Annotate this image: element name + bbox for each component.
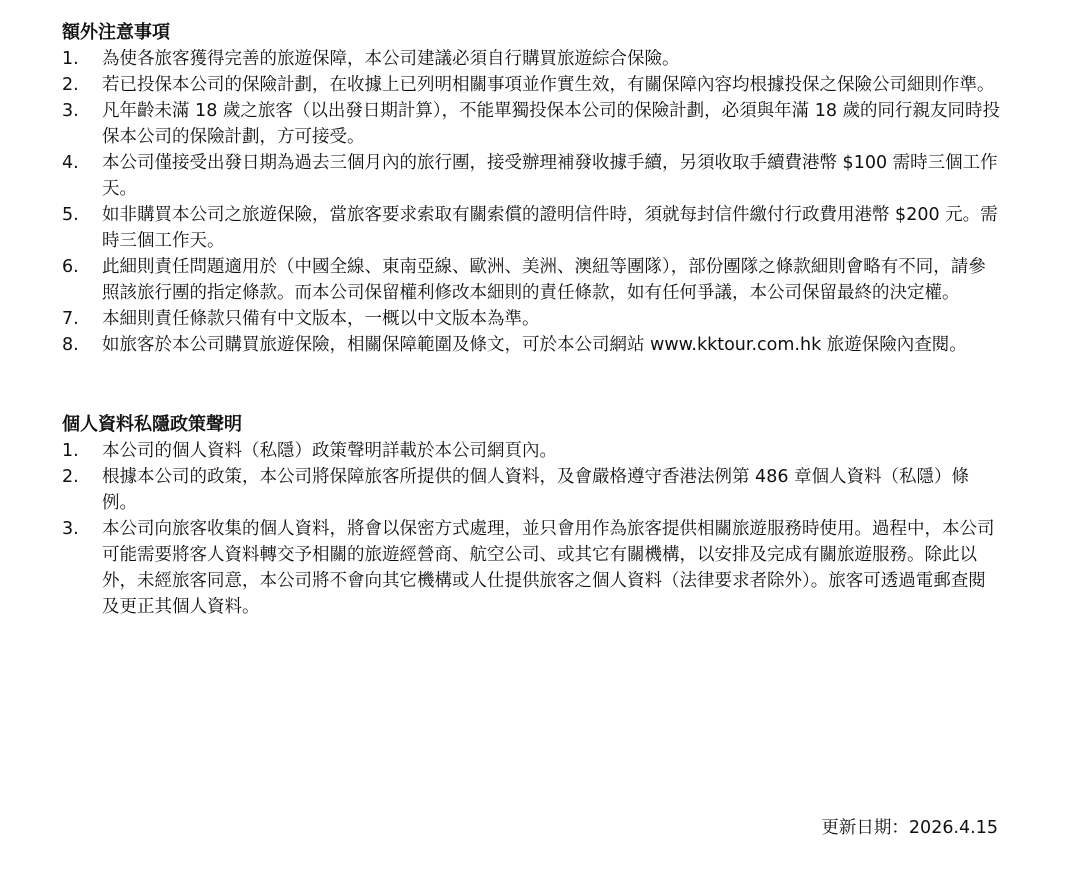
item-text: 此細則責任問題適用於（中國全線、東南亞線、歐洲、美洲、澳紐等團隊），部份團隊之條款細則會略有不同，請參照該旅行團的指定條款。而本公司保留權利修改本細則的責任條款，如有任何爭議，本公司保留最終的決定權。 [102,257,986,303]
item-text: 為使各旅客獲得完善的旅遊保障，本公司建議必須自行購買旅遊綜合保險。 [102,49,680,69]
privacy-policy-list [62,438,1002,620]
list-item [62,98,1002,150]
item-text: 本細則責任條款只備有中文版本，一概以中文版本為準。 [102,309,540,329]
item-number: 1. [62,49,79,69]
list-item [62,202,1002,254]
item-number: 1. [62,441,79,461]
document-body [62,20,1002,620]
item-number: 7. [62,309,79,329]
item-number: 5. [62,205,79,225]
item-number: 6. [62,257,79,277]
item-number: 2. [62,467,79,487]
item-number: 8. [62,335,79,355]
section-spacer [62,358,1002,412]
list-item [62,332,1002,358]
last-updated-date: 更新日期：2026.4.15 [821,818,998,838]
item-text: 凡年齡未滿 18 歲之旅客（以出發日期計算），不能單獨投保本公司的保險計劃，必須與年滿 18 歲的同行親友同時投保本公司的保險計劃，方可接受。 [102,101,1001,147]
privacy-policy-section [62,412,1002,620]
item-text: 如旅客於本公司購買旅遊保險，相關保障範圍及條文，可於本公司網站 www.kktour.com.hk 旅遊保險內查閱。 [102,335,967,355]
additional-notes-section [62,20,1002,358]
list-item [62,46,1002,72]
item-text: 本公司向旅客收集的個人資料，將會以保密方式處理，並只會用作為旅客提供相關旅遊服務時使用。過程中，本公司可能需要將客人資料轉交予相關的旅遊經營商、航空公司、或其它有關機構，以安排及完成有關旅遊服務。除此以外，未經旅客同意，本公司將不會向其它機構或人仕提供旅客之個人資料（法律要求者除外）。旅客可透過電郵查閱及更正其個人資料。 [102,519,995,617]
item-text: 本公司的個人資料（私隱）政策聲明詳載於本公司網頁內。 [102,441,557,461]
section-title-privacy-policy: 個人資料私隱政策聲明 [62,414,242,435]
section-title-additional-notes: 額外注意事項 [62,22,170,43]
item-text: 若已投保本公司的保險計劃，在收據上已列明相關事項並作實生效，有關保障內容均根據投保之保險公司細則作準。 [102,75,995,95]
list-item [62,516,1002,620]
item-text: 根據本公司的政策，本公司將保障旅客所提供的個人資料，及會嚴格遵守香港法例第 486 章個人資料（私隱）條例。 [102,467,970,513]
list-item [62,306,1002,332]
item-number: 2. [62,75,79,95]
item-number: 4. [62,153,79,173]
list-item [62,150,1002,202]
list-item [62,438,1002,464]
list-item [62,464,1002,516]
additional-notes-list [62,46,1002,358]
item-text: 如非購買本公司之旅遊保險，當旅客要求索取有關索償的證明信件時，須就每封信件繳付行政費用港幣 $200 元。需時三個工作天。 [102,205,998,251]
item-text: 本公司僅接受出發日期為過去三個月內的旅行團，接受辦理補發收據手續，另須收取手續費港幣 $100 需時三個工作天。 [102,153,998,199]
list-item [62,72,1002,98]
item-number: 3. [62,519,79,539]
list-item [62,254,1002,306]
item-number: 3. [62,101,79,121]
